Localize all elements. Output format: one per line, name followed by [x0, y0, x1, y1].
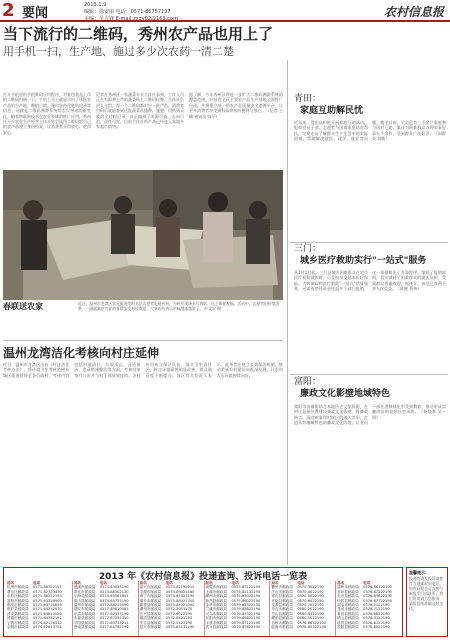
office-phone: 0578-2122190	[363, 603, 390, 608]
header-phone: 电话	[99, 581, 108, 585]
office-phone: 0579-87622190	[231, 625, 261, 630]
directory-column	[335, 581, 401, 636]
office-name: 温州市邮政局	[73, 603, 96, 608]
office-name: 诸暨市邮政局	[205, 585, 228, 590]
lead-headline: 当下流行的二维码，秀州农产品也用上了	[3, 25, 274, 43]
office-name: 长兴县邮政局	[139, 611, 162, 616]
photo-illustration	[3, 170, 283, 300]
office-name: 兰溪市邮政局	[205, 607, 228, 612]
item3-body: 富阳市各镇街结合本地历史文化资源，在村庄显要位置建设廉政文化影壁，将廉政格言、清官故事和村规民约融入其中，打造具有地域特色的廉政文化阵地，让党员干部在潜移默化中受到教育，推动形成崇廉尚洁的良好社会风尚。（杨晓春 吴一明）	[294, 404, 446, 426]
office-phone: 0579-82322190	[231, 603, 261, 608]
office-phone: 0570-6022190	[297, 598, 324, 603]
masthead-meta	[84, 2, 178, 23]
office-phone: 0578-3122190	[363, 616, 390, 621]
office-phone: 0574-65725190	[99, 598, 129, 603]
office-name: 瑞安市邮政局	[73, 607, 96, 612]
office-phone: 0576-88522190	[297, 620, 327, 625]
item2-location: 三门：	[294, 244, 322, 254]
office-phone: 0577-64782190	[99, 625, 129, 630]
office-phone: 0579-87122190	[231, 620, 261, 625]
office-phone: 0570-3022190	[297, 585, 324, 590]
office-name: 岱山县邮政局	[271, 611, 293, 616]
office-name: 台州市邮政局	[271, 620, 293, 625]
header-phone: 电话	[33, 581, 41, 585]
lead-body-col3: 据了解，今年秀州区将进一步扩大二维码溯源系统的覆盖范围，计划在全区主要农产品生产基地全面推广应用，并将建立统一的农产品质量安全追溯平台，让更多消费者享受到科技带来的便利与放心。（记者 王峰 通讯员 陈平）	[189, 92, 283, 119]
office-name: 新昌县邮政局	[205, 598, 228, 603]
column-divider	[287, 60, 288, 565]
divider	[3, 340, 283, 341]
directory-column	[72, 581, 138, 636]
office-phone: 0571-86757191	[33, 585, 62, 590]
office-phone: 0577-88213050	[99, 603, 129, 608]
office-name: 缙云县邮政局	[337, 616, 359, 621]
office-phone: 0573-85021180	[165, 589, 195, 594]
directory-column	[138, 581, 204, 636]
office-name: 富阳市邮政局	[7, 598, 29, 603]
office-name: 玉环县邮政局	[337, 589, 359, 594]
office-phone: 0573-84021090	[165, 603, 195, 608]
office-phone: 0572-6022190	[165, 611, 193, 616]
item1-location: 青田：	[294, 94, 322, 104]
office-phone: 0571-63316900	[33, 598, 62, 603]
office-name: 永康市邮政局	[205, 620, 228, 625]
office-name: 平湖市邮政局	[139, 589, 162, 594]
directory-row	[337, 625, 401, 629]
office-phone: 0570-5022190	[297, 594, 324, 599]
item3-location: 富阳：	[294, 377, 322, 387]
header-name: 局名	[7, 581, 15, 585]
item2-body: 从1月1日起，三门县城乡困难群众在定点医疗机构就医时，可直接享受基本医疗保险、大病保险和医疗救助"一站式"结算服务，无需再垫付资金往返多个部门报销。这一举措简化了办事程序，缩短了报销时间，切实减轻了困难群众的就医负担，受到群众普遍欢迎。据统计，该县已有两千余人次受益。（陈健 蒋伟）	[294, 270, 446, 292]
office-name: 舟山市邮政局	[271, 607, 293, 612]
divider	[290, 242, 448, 243]
office-phone: 0577-67251350	[99, 616, 129, 621]
photo-title: 春联送农家	[3, 302, 43, 311]
office-name: 上虞市邮政局	[205, 589, 228, 594]
page-number: 2	[2, 0, 15, 21]
office-phone: 0571-82723450	[33, 589, 62, 594]
office-name: 青田县邮政局	[337, 611, 359, 616]
office-phone: 0574-62653721	[33, 625, 62, 630]
office-phone: 0571-86222195	[33, 594, 62, 599]
office-phone: 0576-86122190	[363, 585, 392, 590]
office-phone: 0578-6822190	[363, 611, 390, 616]
header-phone: 电话	[363, 581, 371, 585]
office-name: 金华市邮政局	[205, 603, 228, 608]
office-phone: 0573-88021350	[165, 598, 195, 603]
newspaper-brand: 农村信息报	[383, 5, 444, 19]
office-phone: 0575-83022190	[231, 594, 261, 599]
story2-headline: 温州龙湾洁化考核向村庄延伸	[3, 346, 160, 360]
office-phone: 0571-64732191	[33, 616, 62, 621]
office-name: 象山县邮政局	[73, 598, 96, 603]
office-name: 宁波市邮政局	[7, 620, 29, 625]
office-phone: 0572-5122190	[165, 620, 193, 625]
office-name: 慈溪市邮政局	[73, 585, 96, 590]
design-line: 美编：吴吉锋 E-mail:zxqy02@163.com	[84, 16, 178, 22]
office-name: 武义县邮政局	[205, 625, 228, 630]
office-name: 桐乡市邮政局	[139, 598, 162, 603]
office-phone: 0580-4422190	[297, 611, 324, 616]
directory-row	[271, 625, 335, 629]
note-body: 投递查询及投诉请拨打当地邮政局电话，如有问题也可直接与本报发行部联系，我们将竭诚为您服务，确保报纸准确及时送达。	[409, 576, 444, 611]
office-name: 龙游县邮政局	[271, 603, 293, 608]
office-phone: 0576-83822190	[363, 594, 392, 599]
office-name: 奉化市邮政局	[73, 589, 96, 594]
office-phone: 0575-86022190	[231, 598, 261, 603]
office-name: 临安市邮政局	[7, 603, 29, 608]
office-name: 松阳县邮政局	[337, 625, 359, 630]
office-name: 湖州市邮政局	[139, 607, 162, 612]
office-name: 天台县邮政局	[337, 594, 359, 599]
lead-subhead: 用手机一扫，生产地、施过多少次农药一清二楚	[3, 45, 234, 58]
office-name: 绍兴市邮政局	[139, 625, 162, 630]
header-name: 局名	[139, 581, 147, 585]
office-name: 丽水市邮政局	[337, 603, 359, 608]
office-phone: 0574-65561851	[99, 594, 129, 599]
item1-body: 近年来，青田县积极开展家庭互助活动，组织党员干部、志愿者与困难家庭结对帮扶，定期走访了解群众生产生活中的实际困难，帮助解决就医、就学、就业等问题。截至目前，全县已有三千余户家庭参与结对互助，累计为困难群众办理实事好事五千余件，受到群众广泛好评。（周群英 刘敏）	[294, 120, 446, 142]
directory-column	[269, 581, 335, 636]
header-phone: 电话	[231, 581, 239, 585]
directory-column	[6, 581, 72, 636]
story2-body: 近日，温州市龙湾区出台《村庄洁化考核办法》，将环境卫生考核范围从城区街道延伸至各行政村，考核内容包括村道清扫、垃圾清运、河道保洁、违章搭建整治等方面，考核结果每月公布并与村干部绩效挂钩。各村纷纷成立保洁队伍，落实卫生责任区，村庄环境面貌明显改善，群众满意度不断提升。该区有关负责人表示，此举旨在建立长效保洁机制，推动美丽乡村建设向纵深发展，让农村人居环境持续向好。	[3, 362, 283, 378]
office-phone: 0572-8421250	[165, 616, 193, 621]
office-name: 萧山区邮政局	[7, 589, 29, 594]
office-phone: 0577-65810085	[99, 607, 129, 612]
directory-row	[74, 625, 138, 629]
office-phone: 0578-8122190	[363, 620, 390, 625]
office-name: 温岭市邮政局	[337, 585, 359, 590]
office-name: 东阳市邮政局	[205, 616, 228, 621]
office-name: 临海市邮政局	[271, 625, 293, 630]
office-name: 仙居县邮政局	[337, 598, 359, 603]
directory-grid	[6, 581, 401, 636]
header-name: 局名	[73, 581, 82, 585]
office-phone: 0577-62537190	[99, 611, 129, 616]
editor-line: 编辑：徐安丽 电话：0571-86757197	[84, 9, 171, 15]
office-phone: 0572-2053170	[165, 607, 193, 612]
office-name: 平阳县邮政局	[73, 620, 96, 625]
header-phone: 电话	[297, 581, 305, 585]
office-name: 宁海县邮政局	[73, 594, 96, 599]
office-name: 乐清市邮政局	[73, 611, 96, 616]
office-phone: 0579-85322190	[231, 611, 261, 616]
office-phone: 0570-7022190	[297, 603, 324, 608]
lead-body-col1: 打开手机里的手机维码应用程序，对着包装盒上印的二维码扫描一下，手机上马上就显示出了该批农产品的生产地、种植日期、施用农药化肥的记录等信息，这就是二维码溯源系统给农民带来的新变化。随着物联网技术在农业领域的推广应用，秀州区不少农业生产经营主体开始尝试用二维码给自己的农产品建立身份档案，让消费者买得放心、吃得安心。	[3, 92, 91, 135]
office-phone: 0576-87222190	[363, 589, 392, 594]
office-name: 杭州市邮政局	[7, 585, 29, 590]
directory-title: 2013 年《农村信息报》投递查询、投诉电话一览表	[98, 572, 308, 582]
office-name: 衢州市邮政局	[271, 585, 293, 590]
office-name: 嵊泗县邮政局	[271, 616, 293, 621]
office-phone: 0579-86622190	[231, 616, 261, 621]
issue-date: 2013.1.9	[84, 2, 107, 8]
right-column	[290, 94, 450, 564]
photo-caption: 近日，温州市龙湾区状元街道组织书法志愿者走进村居，为村民现场书写春联、送上新春祝福。活动中，志愿者们挥毫泼墨，一副副寓意吉祥的春联深受村民欢迎，大家纷纷表示年味越来越浓了。 叶文宏 摄	[78, 301, 280, 311]
office-phone: 0580-5022190	[297, 616, 324, 621]
office-name: 嵊州市邮政局	[205, 594, 228, 599]
office-name: 遂昌县邮政局	[337, 620, 359, 625]
office-name: 桐庐县邮政局	[7, 607, 29, 612]
divider	[290, 374, 448, 375]
office-name: 安吉县邮政局	[139, 620, 162, 625]
office-name: 义乌市邮政局	[205, 611, 228, 616]
office-phone: 0575-87122190	[231, 585, 261, 590]
office-phone: 0571-64232070	[33, 607, 62, 612]
header-name: 局名	[271, 581, 279, 585]
office-name: 常山县邮政局	[271, 594, 293, 599]
header-name: 局名	[205, 581, 213, 585]
directory-row	[140, 625, 204, 629]
office-phone: 0576-87722190	[363, 598, 392, 603]
header-name: 局名	[337, 581, 345, 585]
office-name: 永嘉县邮政局	[73, 616, 96, 621]
office-phone: 0570-4022190	[297, 589, 324, 594]
office-phone: 0574-87126312	[33, 620, 62, 625]
office-name: 嘉兴市邮政局	[139, 585, 162, 590]
office-name: 嘉善县邮政局	[139, 603, 162, 608]
office-name: 淳安县邮政局	[7, 611, 29, 616]
item1-headline: 家庭互助解民忧	[300, 106, 364, 116]
lead-body-col2: 记者在秀州区一家蔬菜专业合作社看到，工作人员正在为即将上市的蔬菜贴上二维码标签。合作社负责人介绍，每一个二维码都对应一批产品，消费者扫码后就能查到这批蔬菜从播种、施肥、用药到采收的全过程记录，真正做到了来源可查、去向可追、责任可究，目前合作社的产品已经进入本地多家超市销售。	[96, 92, 184, 130]
office-phone: 0574-63025190	[99, 585, 129, 590]
office-phone: 0577-63733211	[99, 620, 129, 625]
directory-column	[204, 581, 270, 636]
office-name: 龙泉市邮政局	[337, 607, 359, 612]
item3-headline: 廉政文化影壁地域特色	[300, 389, 391, 399]
office-name: 余杭区邮政局	[7, 594, 29, 599]
office-phone: 0578-8022190	[363, 625, 390, 630]
section-title: 要闻	[22, 6, 49, 21]
office-name: 开化县邮政局	[271, 598, 293, 603]
office-name: 海宁市邮政局	[139, 594, 162, 599]
item2-headline: 城乡医疗救助实行"一站式"服务	[300, 256, 427, 266]
office-phone: 0574-88502130	[99, 589, 129, 594]
office-name: 德清县邮政局	[139, 616, 162, 621]
office-phone: 0575-82132190	[231, 589, 261, 594]
office-name: 苍南县邮政局	[73, 625, 96, 630]
directory-row	[206, 625, 270, 629]
office-phone: 0573-87027190	[165, 594, 195, 599]
office-name: 建德市邮政局	[7, 616, 29, 621]
header-phone: 电话	[165, 581, 173, 585]
office-phone: 0580-2022190	[297, 607, 324, 612]
office-name: 余姚市邮政局	[7, 625, 29, 630]
note-box	[406, 567, 448, 637]
office-phone: 0576-85322190	[297, 625, 327, 630]
directory-row	[7, 625, 72, 629]
masthead	[0, 0, 450, 22]
note-title: 温馨提示：	[409, 570, 429, 575]
office-phone: 0573-82192210	[165, 585, 195, 590]
directory-table	[3, 567, 403, 637]
lead-photo	[3, 170, 283, 300]
office-phone: 0571-63711095	[33, 603, 62, 608]
office-phone: 0578-7122190	[363, 607, 390, 612]
office-name: 江山市邮政局	[271, 589, 293, 594]
office-phone: 0571-64810520	[33, 611, 62, 616]
office-phone: 0579-88822190	[231, 607, 261, 612]
office-phone: 0575-85131190	[165, 625, 195, 630]
